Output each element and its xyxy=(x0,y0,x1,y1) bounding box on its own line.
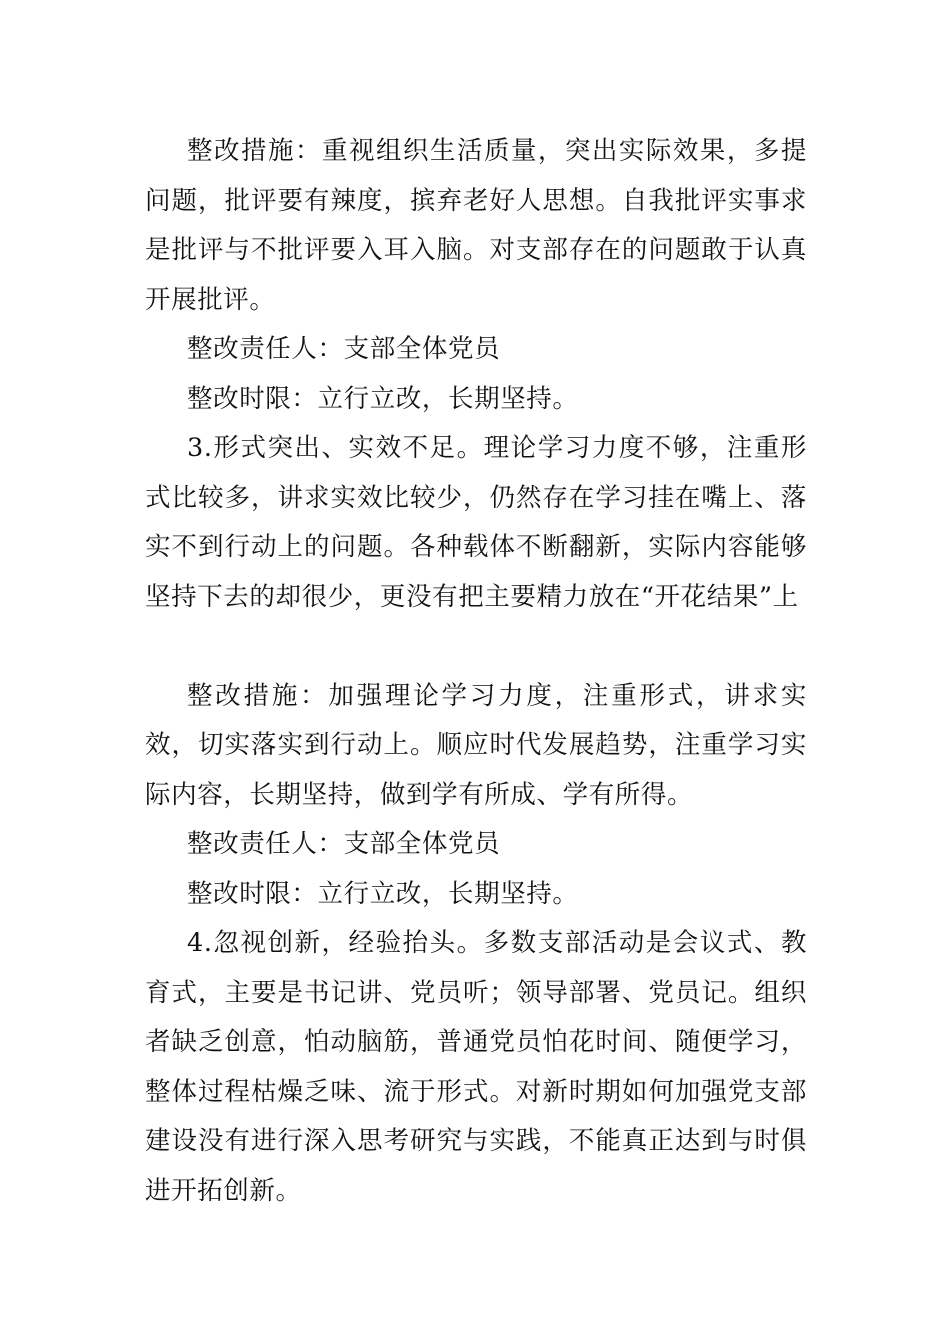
paragraph-measures-2: 整改措施：加强理论学习力度，注重形式，讲求实效，切实落实到行动上。顺应时代发展趋势，注重学习实际内容，长期坚持，做到学有所成、学有所得。 xyxy=(145,680,807,810)
paragraph-responsible-2: 整改责任人：支部全体党员 xyxy=(187,829,501,859)
document-body xyxy=(145,127,807,1216)
paragraph-deadline-2: 整改时限：立行立改，长期坚持。 xyxy=(187,878,579,909)
paragraph-measures-1: 整改措施：重视组织生活质量，突出实际效果，多提问题，批评要有辣度，摈弃老好人思想。自我批评实事求是批评与不批评要入耳入脑。对支部存在的问题敢于认真开展批评。 xyxy=(145,136,807,315)
paragraph-responsible-1: 整改责任人：支部全体党员 xyxy=(187,334,501,364)
blank-line xyxy=(145,622,807,672)
paragraph-deadline-1: 整改时限：立行立改，长期坚持。 xyxy=(187,383,579,414)
paragraph-item-4: 4.忽视创新，经验抬头。多数支部活动是会议式、教育式，主要是书记讲、党员听；领导部署、党员记。组织者缺乏创意，怕动脑筋，普通党员怕花时间、随便学习，整体过程枯燥乏味、流于形式。对新时期如何加强党支部建设没有进行深入思考研究与实践，不能真正达到与时俱进开拓创新。 xyxy=(145,928,807,1206)
paragraph-item-3: 3.形式突出、实效不足。理论学习力度不够，注重形式比较多，讲求实效比较少，仍然存在学习挂在嘴上、落实不到行动上的问题。各种载体不断翻新，实际内容能够坚持下去的却很少，更没有把主要精力放在“开花结果”上 xyxy=(145,433,807,612)
